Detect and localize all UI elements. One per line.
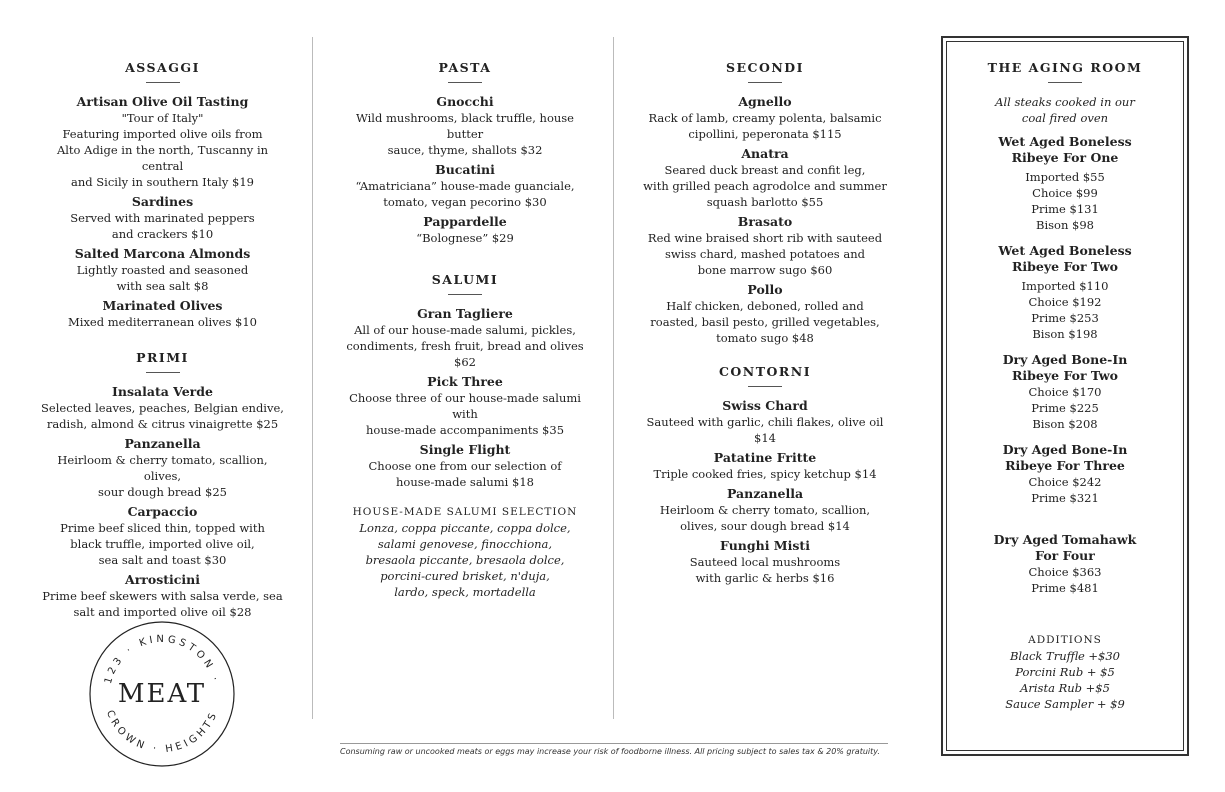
section-rule [448,82,482,83]
secondi-column [640,60,890,590]
item-name: Panzanella [726,486,804,501]
item-desc: house-made accompaniments $35 [365,423,565,437]
cut-price: Choice $242 [1028,475,1102,489]
section-rule [448,294,482,295]
secondi-section [640,60,890,346]
item-desc: Sauteed with garlic, chili flakes, olive oil $14 [646,415,884,445]
item-desc: house-made salumi $18 [396,475,534,489]
item-desc: tomato sugo $48 [716,331,814,345]
item-desc: olives, sour dough bread $14 [680,519,850,533]
item-name: Bucatini [435,162,495,177]
cut-price: Prime $481 [1031,581,1099,595]
additions-title: ADDITIONS [1028,634,1102,646]
item-desc: All of our house-made salumi, pickles, [354,323,576,337]
selection-line: bresaola piccante, bresaola dolce, [365,553,565,567]
item-desc: sour dough bread $25 [98,485,227,499]
item-desc: Selected leaves, peaches, Belgian endive, [41,401,284,415]
assaggi-title: ASSAGGI [125,60,200,75]
cut-name: Dry Aged Bone-In [1002,352,1128,367]
cut-name: Dry Aged Tomahawk [993,532,1137,547]
menu-item [40,572,285,620]
item-name: Patatine Fritte [713,450,817,465]
menu-item [640,146,890,210]
steak-cut [950,243,1180,342]
assaggi-section [40,60,285,330]
logo-bottom-text: CROWN · HEIGHTS [103,708,221,756]
menu-item [340,442,590,490]
item-desc: Served with marinated peppers [70,211,255,225]
logo-top-text: 123 · KINGSTON · [102,633,221,686]
cut-price: Choice $99 [1032,186,1098,200]
pasta-title: PASTA [438,60,492,75]
item-name: Panzanella [124,436,201,451]
item-name: Artisan Olive Oil Tasting [76,94,249,109]
addition-item: Porcini Rub + $5 [1015,665,1115,679]
item-desc: Prime beef sliced thin, topped with [60,521,265,535]
selection-title: HOUSE-MADE SALUMI SELECTION [352,506,578,518]
salumi-title: SALUMI [431,272,499,287]
cut-name: Wet Aged Boneless [998,243,1132,258]
menu-item [640,214,890,278]
item-desc: Lightly roasted and seasoned [76,263,249,277]
menu-item [640,282,890,346]
menu-item [340,162,590,210]
item-desc: sauce, thyme, shallots $32 [387,143,543,157]
aging-room-column [950,60,1180,712]
pasta-column [340,60,590,600]
logo-word: MEAT [117,679,207,709]
selection-line: lardo, speck, mortadella [394,585,536,599]
item-desc: and crackers $10 [111,227,214,241]
item-name: Marinated Olives [102,298,223,313]
cut-price: Prime $321 [1031,491,1099,505]
item-desc: salt and imported olive oil $28 [73,605,252,619]
intro-line: All steaks cooked in our [995,95,1135,109]
item-desc: Seared duck breast and confit leg, [664,163,866,177]
cut-name: Dry Aged Bone-In [1002,442,1128,457]
contorni-title: CONTORNI [718,364,812,379]
menu-item [340,306,590,370]
menu-item [340,214,590,246]
primi-title: PRIMI [136,350,189,365]
cut-price: Imported $55 [1025,170,1105,184]
menu-item [40,94,285,190]
item-name: Gran Tagliere [417,306,513,321]
menu-item [40,298,285,330]
menu-item [640,398,890,446]
additions [950,632,1180,712]
menu-item [40,436,285,500]
item-desc: cipollini, peperonata $115 [688,127,842,141]
item-name: Funghi Misti [720,538,810,553]
item-name: Pappardelle [423,214,507,229]
item-desc: Rack of lamb, creamy polenta, balsamic [648,111,882,125]
menu-item [640,450,890,482]
item-desc: with grilled peach agrodolce and summer [643,179,887,193]
menu-item [340,94,590,158]
contorni-section [640,364,890,586]
intro-line: coal fired oven [1021,111,1109,125]
item-desc: with garlic & herbs $16 [695,571,835,585]
item-name: Gnocchi [436,94,494,109]
addition-item: Sauce Sampler + $9 [1005,697,1125,711]
item-name: Sardines [131,194,194,209]
item-desc: Wild mushrooms, black truffle, house butter [356,111,574,141]
menu-item [340,374,590,438]
item-desc: “Amatriciana” house-made guanciale, [355,179,575,193]
addition-item: Arista Rub +$5 [1020,681,1110,695]
steak-cut [950,134,1180,233]
item-desc: black truffle, imported olive oil, [70,537,255,551]
item-desc: radish, almond & citrus vinaigrette $25 [46,417,279,431]
column-divider-left [312,37,313,719]
cut-price: Bison $208 [1032,417,1098,431]
item-desc: Choose three of our house-made salumi with [349,391,581,421]
selection-line: Lonza, coppa piccante, coppa dolce, [359,521,571,535]
cut-price: Prime $131 [1031,202,1099,216]
selection-line: salami genovese, finocchiona, [377,537,553,551]
item-desc: “Bolognese” $29 [416,231,514,245]
secondi-title: SECONDI [725,60,804,75]
item-desc: "Tour of Italy" [121,111,204,125]
cut-price: Bison $198 [1032,327,1098,341]
item-name: Brasato [737,214,793,229]
item-desc: Choose one from our selection of [368,459,562,473]
primi-section [40,350,285,620]
cut-name: For Four [1035,548,1095,563]
item-desc: sea salt and toast $30 [98,553,227,567]
salumi-section [340,272,590,600]
item-desc: condiments, fresh fruit, bread and olives $62 [346,339,584,369]
item-name: Arrosticini [125,572,200,587]
item-name: Carpaccio [127,504,198,519]
item-desc: roasted, basil pesto, grilled vegetables, [650,315,880,329]
column-divider-right [613,37,614,719]
pasta-section [340,60,590,246]
item-desc: Half chicken, deboned, rolled and [666,299,864,313]
item-name: Single Flight [419,442,511,457]
menu-item [640,486,890,534]
item-desc: bone marrow sugo $60 [697,263,833,277]
item-name: Swiss Chard [722,398,808,413]
cut-name: Ribeye For Two [1012,368,1118,383]
menu-item [40,194,285,242]
cut-price: Bison $98 [1036,218,1094,232]
steak-cut [950,532,1180,596]
item-desc: Featuring imported olive oils from [62,127,263,141]
meat-logo [88,620,236,768]
cut-price: Imported $110 [1021,279,1109,293]
item-desc: Sauteed local mushrooms [689,555,841,569]
cut-price: Choice $170 [1028,385,1102,399]
salumi-selection [340,504,590,600]
section-rule [1048,82,1082,83]
section-rule [748,386,782,387]
assaggi-column [40,60,285,624]
item-name: Salted Marcona Almonds [74,246,251,261]
menu-item [640,94,890,142]
menu-item [40,384,285,432]
cut-name: Ribeye For Two [1012,259,1118,274]
menu-item [40,246,285,294]
item-desc: Heirloom & cherry tomato, scallion, [659,503,871,517]
section-rule [748,82,782,83]
section-rule [146,82,180,83]
steak-cut [950,352,1180,432]
cut-name: Ribeye For One [1011,150,1119,165]
item-name: Insalata Verde [112,384,213,399]
cut-price: Prime $253 [1031,311,1099,325]
cut-price: Choice $192 [1028,295,1102,309]
item-desc: swiss chard, mashed potatoes and [665,247,865,261]
menu-item [640,538,890,586]
steak-cut [950,442,1180,506]
item-desc: Red wine braised short rib with sauteed [647,231,883,245]
aging-title: THE AGING ROOM [987,60,1143,75]
item-desc: and Sicily in southern Italy $19 [71,175,254,189]
section-rule [146,372,180,373]
addition-item: Black Truffle +$30 [1009,649,1120,663]
item-desc: Heirloom & cherry tomato, scallion, olives, [57,453,268,483]
item-desc: tomato, vegan pecorino $30 [383,195,547,209]
item-name: Agnello [738,94,792,109]
item-desc: Triple cooked fries, spicy ketchup $14 [653,467,877,481]
cut-price: Prime $225 [1031,401,1099,415]
item-desc: squash barlotto $55 [706,195,824,209]
item-desc: Alto Adige in the north, Tuscanny in central [56,143,269,173]
cut-name: Ribeye For Three [1005,458,1125,473]
cut-name: Wet Aged Boneless [998,134,1132,149]
item-desc: Mixed mediterranean olives $10 [67,315,257,329]
menu-item [40,504,285,568]
disclaimer: Consuming raw or uncooked meats or eggs may increase your risk of foodborne illness. All pricing subject to sales tax & 20% gratuity. [340,743,888,756]
item-name: Pollo [747,282,783,297]
cut-price: Choice $363 [1028,565,1102,579]
item-desc: with sea salt $8 [116,279,209,293]
aging-intro [950,94,1180,126]
item-desc: Prime beef skewers with salsa verde, sea [42,589,283,603]
item-name: Pick Three [427,374,503,389]
selection-line: porcini-cured brisket, n'duja, [380,569,550,583]
item-name: Anatra [741,146,789,161]
